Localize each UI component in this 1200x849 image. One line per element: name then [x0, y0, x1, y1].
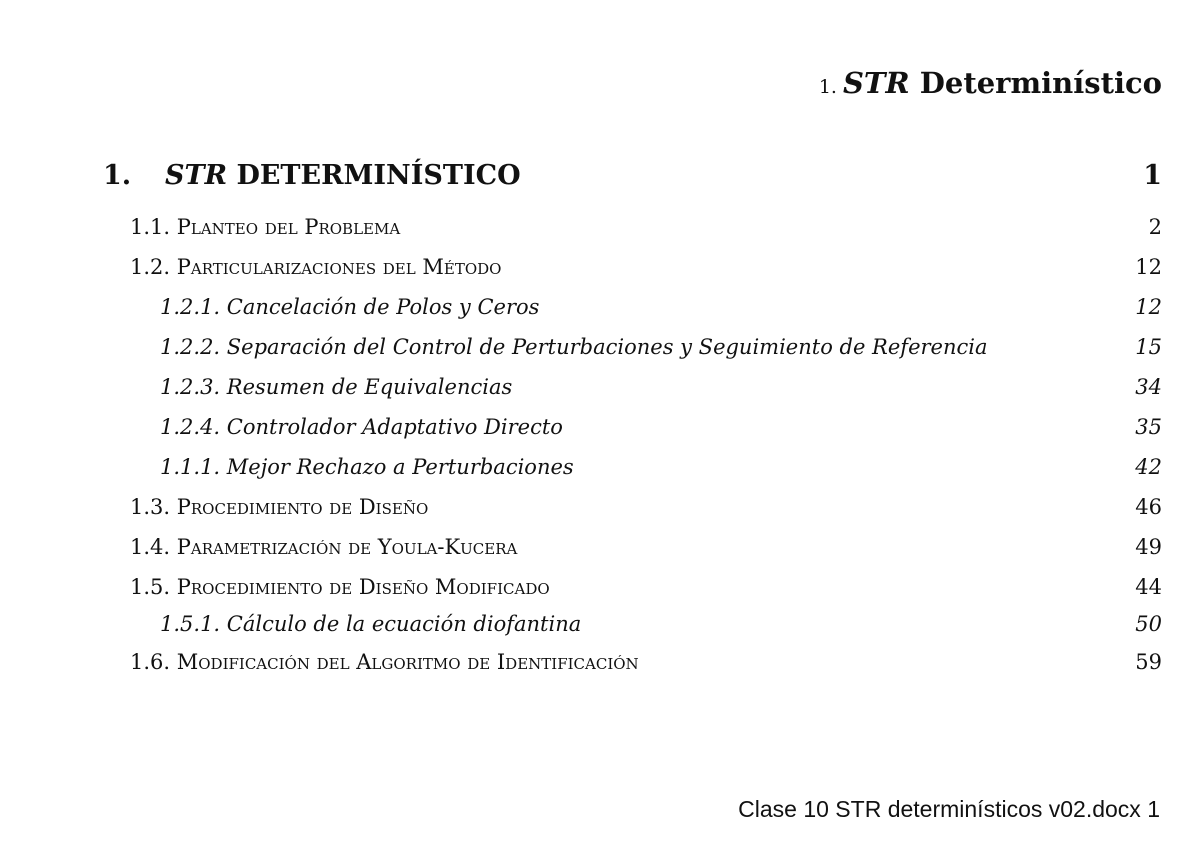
toc-entry-page: 50 [1135, 612, 1162, 636]
toc-entry[interactable] [130, 495, 1162, 519]
toc-entry-page: 59 [1135, 650, 1162, 674]
toc-entry-page: 34 [1135, 375, 1162, 399]
toc-subentry[interactable] [160, 375, 1162, 399]
toc-entry-page: 35 [1135, 415, 1162, 439]
toc-chapter-entry[interactable] [103, 160, 1162, 191]
toc-chapter-label [103, 160, 521, 191]
toc-entry-label: 1.2. Particularizaciones del Método [130, 255, 502, 279]
toc-chapter-title: DETERMINÍSTICO [236, 160, 521, 191]
toc-entry-page: 44 [1135, 575, 1162, 599]
toc-chapter-str: STR [165, 160, 228, 191]
toc-entry-page: 12 [1135, 255, 1162, 279]
toc-chapter-number: 1. [103, 160, 132, 191]
toc-subentry[interactable] [160, 612, 1162, 636]
toc-entry-label: 1.2.3. Resumen de Equivalencias [160, 375, 513, 399]
header-title: Determinístico [919, 66, 1162, 100]
toc-subentry[interactable] [160, 455, 1162, 479]
toc-chapter-page: 1 [1143, 160, 1162, 191]
toc-entry-page: 46 [1135, 495, 1162, 519]
toc-entry-label: 1.1. Planteo del Problema [130, 215, 401, 239]
toc-entry-page: 12 [1135, 295, 1162, 319]
toc-entry-label: 1.5. Procedimiento de Diseño Modificado [130, 575, 550, 599]
toc-entry-label: 1.2.1. Cancelación de Polos y Ceros [160, 295, 540, 319]
toc-entry-label: 1.4. Parametrización de Youla-Kucera [130, 535, 518, 559]
toc-entry-page: 49 [1135, 535, 1162, 559]
header-number: 1. [818, 76, 837, 98]
toc-entry-label: 1.2.4. Controlador Adaptativo Directo [160, 415, 563, 439]
toc-entry[interactable] [130, 650, 1162, 674]
page-footer: Clase 10 STR determinísticos v02.docx 1 [738, 796, 1160, 822]
toc-entry-label: 1.5.1. Cálculo de la ecuación diofantina [160, 612, 582, 636]
toc-subentry[interactable] [160, 295, 1162, 319]
toc-subentry[interactable] [160, 335, 1162, 359]
toc-entry[interactable] [130, 535, 1162, 559]
header-str: STR [842, 66, 910, 100]
toc-entry-label: 1.2.2. Separación del Control de Perturbaciones y Seguimiento de Referencia [160, 335, 988, 359]
toc-entry-page: 2 [1148, 215, 1162, 239]
toc-entry-page: 42 [1135, 455, 1162, 479]
toc-entry-label: 1.6. Modificación del Algoritmo de Identificación [130, 650, 639, 674]
toc-entry[interactable] [130, 255, 1162, 279]
toc-entry-label: 1.1.1. Mejor Rechazo a Perturbaciones [160, 455, 574, 479]
toc-entry-page: 15 [1135, 335, 1162, 359]
toc-entry[interactable] [130, 215, 1162, 239]
toc-entry-label: 1.3. Procedimiento de Diseño [130, 495, 429, 519]
toc-subentry[interactable] [160, 415, 1162, 439]
toc-entry[interactable] [130, 575, 1162, 599]
